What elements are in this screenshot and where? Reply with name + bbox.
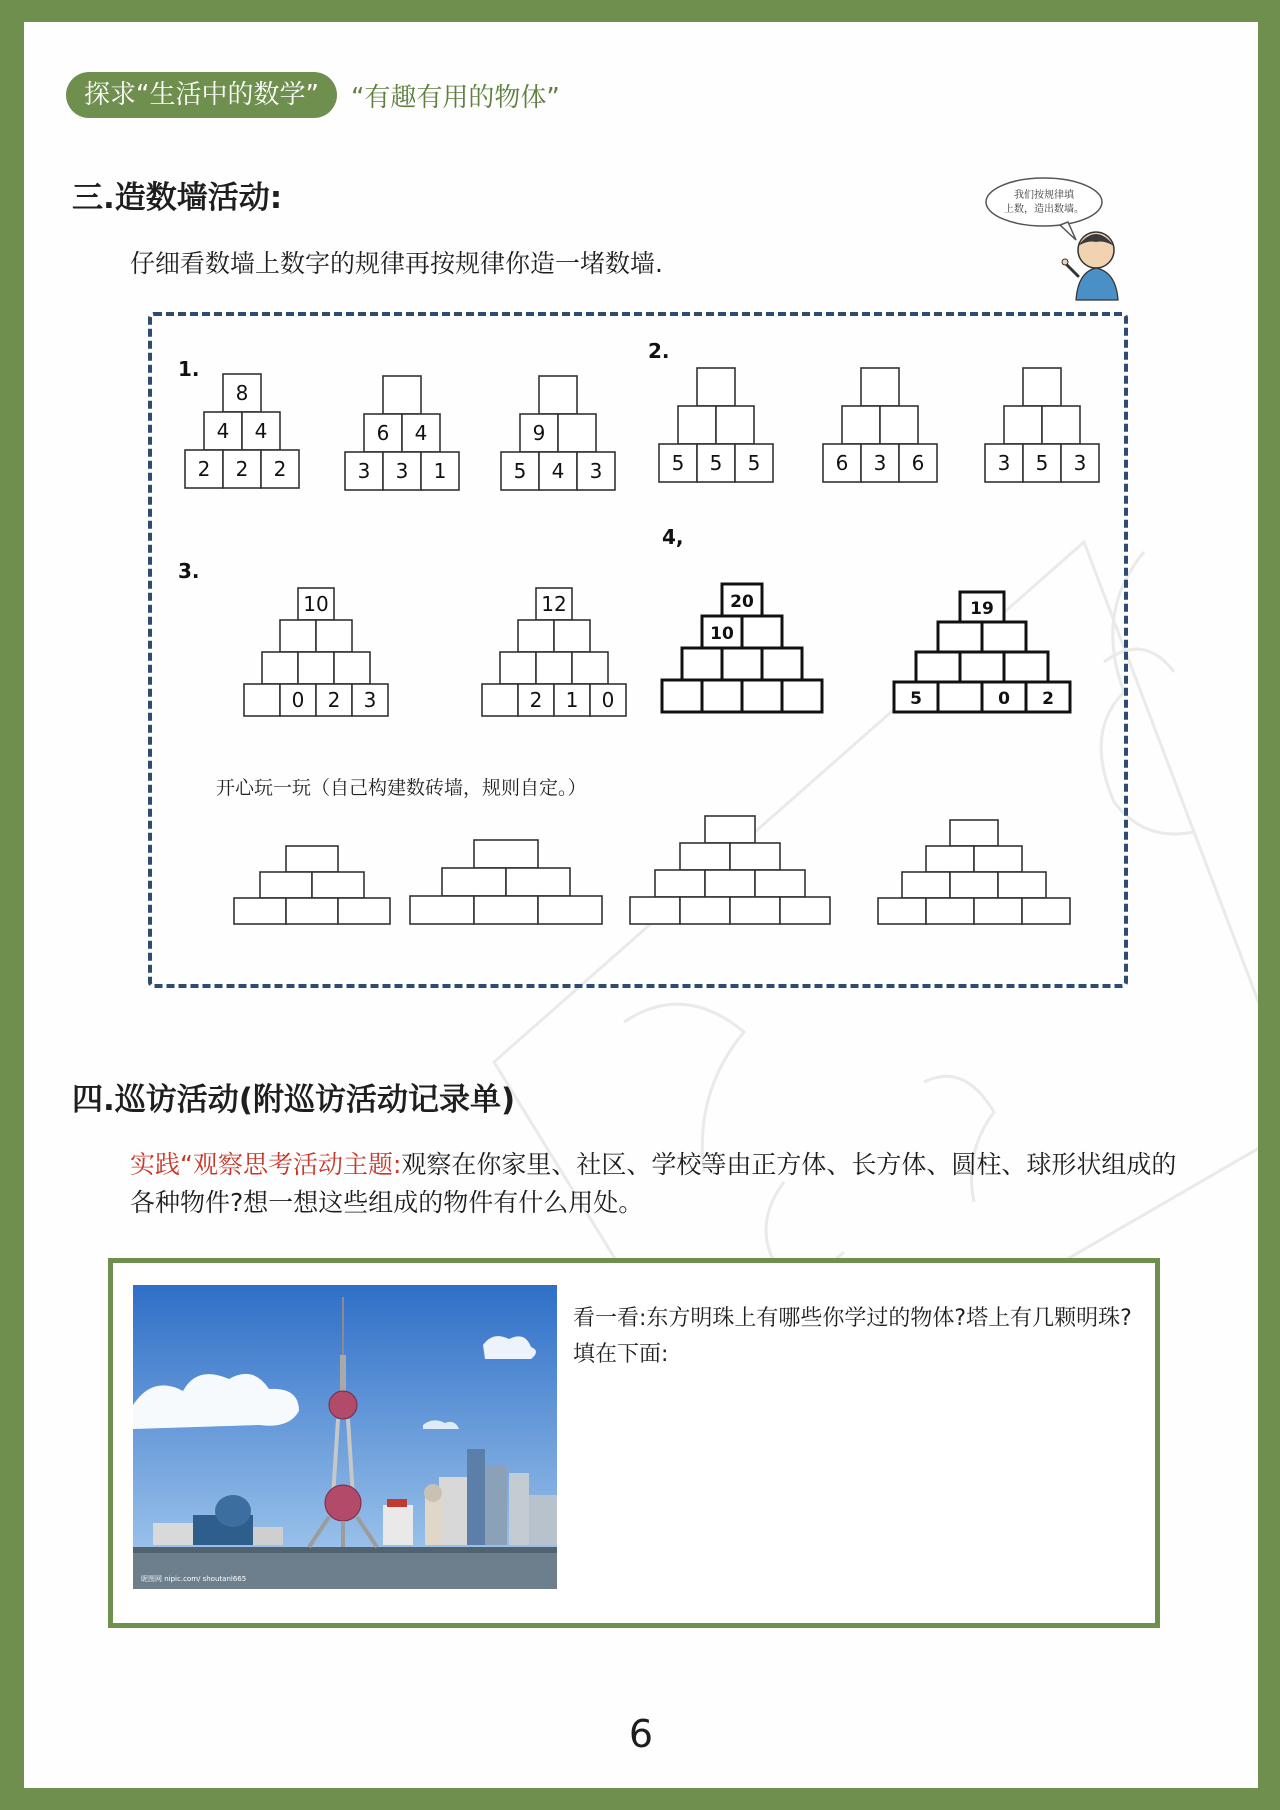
- wall-brick: [338, 898, 390, 924]
- wall-brick: [682, 648, 722, 680]
- brick-number: 3: [357, 459, 371, 483]
- wall-brick: [755, 870, 805, 897]
- brick-number: 3: [589, 459, 603, 483]
- play-instruction: 开心玩一玩（自己构建数砖墙，规则自定。）: [216, 777, 587, 799]
- section3-intro: 仔细看数墙上数字的规律再按规律你造一堵数墙.: [130, 249, 663, 278]
- wall-brick: [474, 896, 538, 924]
- wall-brick: [722, 648, 762, 680]
- wall-brick: [260, 872, 312, 898]
- number-wall-row2-1: [244, 588, 388, 716]
- speech-line-1: 我们按规律填: [1014, 190, 1074, 201]
- wall-brick: [926, 846, 974, 872]
- blank-wall-4: [878, 820, 1070, 924]
- wall-brick: [662, 680, 702, 712]
- brick-number: 2: [327, 688, 341, 712]
- brick-number: 1: [433, 459, 447, 483]
- blank-wall-3: [630, 816, 830, 924]
- brick-number: 9: [532, 421, 546, 445]
- brick-number: 6: [835, 451, 849, 475]
- wall-brick: [482, 684, 518, 716]
- wall-brick: [1023, 368, 1061, 406]
- wall-brick: [312, 872, 364, 898]
- number-wall-row1-6: [985, 368, 1099, 482]
- wall-brick: [410, 896, 474, 924]
- number-wall-row1-3: [501, 376, 615, 490]
- brick-number: 2: [1042, 689, 1054, 709]
- wall-brick: [262, 652, 298, 684]
- exercise-label: 4,: [662, 525, 684, 549]
- brick-number: 5: [671, 451, 685, 475]
- photo-watermark: 昵图网 nipic.com/ shoutanl665: [141, 1575, 247, 1583]
- wall-brick: [878, 898, 926, 924]
- wall-brick: [442, 868, 506, 896]
- brick-number: 5: [513, 459, 527, 483]
- brick-number: 4: [551, 459, 565, 483]
- brick-number: 4: [254, 419, 268, 443]
- number-wall-worksheet: [148, 312, 1128, 988]
- wall-brick: [383, 376, 421, 414]
- wall-brick: [861, 368, 899, 406]
- brick-number: 5: [1035, 451, 1049, 475]
- wall-brick: [950, 820, 998, 846]
- brick-number: 2: [273, 457, 287, 481]
- wall-brick: [742, 680, 782, 712]
- number-wall-row2-4: [894, 592, 1070, 712]
- blank-wall-1: [234, 846, 390, 924]
- wall-brick: [705, 870, 755, 897]
- exercise-label: 3.: [178, 559, 200, 583]
- wall-brick: [1042, 406, 1080, 444]
- wall-brick: [506, 868, 570, 896]
- brick-number: 3: [1073, 451, 1087, 475]
- wall-brick: [316, 620, 352, 652]
- wall-brick: [730, 897, 780, 924]
- brick-number: 2: [235, 457, 249, 481]
- oriental-pearl-tower-photo: [133, 1285, 557, 1589]
- wall-brick: [1022, 898, 1070, 924]
- brick-number: 3: [395, 459, 409, 483]
- wall-brick: [926, 898, 974, 924]
- brick-number: 2: [197, 457, 211, 481]
- wall-brick: [880, 406, 918, 444]
- brick-number: 12: [541, 592, 567, 616]
- wall-brick: [286, 898, 338, 924]
- number-wall-row1-1: [185, 374, 299, 488]
- wall-brick: [742, 616, 782, 648]
- speech-line-2: 上数，造出数墙。: [1004, 204, 1084, 215]
- exercise-label: 2.: [648, 339, 670, 363]
- number-wall-row1-5: [823, 368, 937, 482]
- wall-brick: [780, 897, 830, 924]
- wall-brick: [974, 898, 1022, 924]
- wall-brick: [762, 648, 802, 680]
- brick-number: 5: [910, 689, 922, 709]
- wall-brick: [950, 872, 998, 898]
- wall-brick: [334, 652, 370, 684]
- brick-number: 8: [235, 381, 249, 405]
- wall-brick: [554, 620, 590, 652]
- brick-number: 4: [216, 419, 230, 443]
- wall-brick: [678, 406, 716, 444]
- wall-brick: [998, 872, 1046, 898]
- number-wall-row1-2: [345, 376, 459, 490]
- brick-number: 3: [997, 451, 1011, 475]
- brick-number: 19: [970, 599, 994, 619]
- wall-brick: [680, 843, 730, 870]
- brick-number: 4: [414, 421, 428, 445]
- wall-brick: [697, 368, 735, 406]
- observation-card: [108, 1258, 1160, 1628]
- wall-brick: [500, 652, 536, 684]
- brick-number: 3: [873, 451, 887, 475]
- header-pill: 探求“生活中的数学”: [66, 72, 337, 118]
- brick-number: 0: [601, 688, 615, 712]
- wall-brick: [842, 406, 880, 444]
- brick-number: 10: [710, 624, 734, 644]
- wall-brick: [655, 870, 705, 897]
- wall-brick: [518, 620, 554, 652]
- brick-number: 10: [303, 592, 329, 616]
- brick-number: 0: [998, 689, 1010, 709]
- section3-heading: 三.造数墙活动:: [72, 180, 283, 216]
- header-subtitle: “有趣有用的物体”: [350, 82, 560, 113]
- page-number: 6: [628, 1712, 654, 1756]
- wall-brick: [916, 652, 960, 682]
- wall-brick: [630, 897, 680, 924]
- brick-number: 20: [730, 592, 754, 612]
- wall-brick: [298, 652, 334, 684]
- wall-brick: [705, 816, 755, 843]
- brick-number: 2: [529, 688, 543, 712]
- wall-brick: [280, 620, 316, 652]
- wall-brick: [702, 680, 742, 712]
- practice-theme-text: 观察在你家里、社区、学校等由正方体、长方体、圆柱、球形状组成的各种物件?想一想这些组成的物件有什么用处。: [130, 1150, 1177, 1217]
- wall-brick: [234, 898, 286, 924]
- section4-practice-text: [130, 1146, 1190, 1222]
- wall-brick: [558, 414, 596, 452]
- brick-number: 3: [363, 688, 377, 712]
- observation-prompt: 看一看:东方明珠上有哪些你学过的物体?塔上有几颗明珠? 填在下面:: [573, 1306, 1132, 1367]
- number-wall-row2-3: [662, 584, 822, 712]
- number-wall-row1-4: [659, 368, 773, 482]
- section4-heading: 四.巡访活动(附巡访活动记录单): [72, 1082, 516, 1118]
- wall-brick: [1004, 406, 1042, 444]
- boy-cartoon-illustration: [968, 172, 1148, 302]
- brick-number: 5: [709, 451, 723, 475]
- wall-brick: [960, 652, 1004, 682]
- wall-brick: [938, 682, 982, 712]
- number-wall-diagram: [152, 316, 1124, 984]
- exercise-label: 1.: [178, 357, 200, 381]
- wall-brick: [538, 896, 602, 924]
- wall-brick: [572, 652, 608, 684]
- header-banner: [66, 72, 560, 118]
- wall-brick: [730, 843, 780, 870]
- wall-brick: [716, 406, 754, 444]
- wall-brick: [1004, 652, 1048, 682]
- wall-brick: [536, 652, 572, 684]
- page: [24, 22, 1258, 1788]
- number-wall-row2-2: [482, 588, 626, 716]
- wall-brick: [974, 846, 1022, 872]
- brick-number: 1: [565, 688, 579, 712]
- brick-number: 6: [376, 421, 390, 445]
- wall-brick: [982, 622, 1026, 652]
- brick-number: 6: [911, 451, 925, 475]
- brick-number: 0: [291, 688, 305, 712]
- wall-brick: [902, 872, 950, 898]
- wall-brick: [244, 684, 280, 716]
- wall-brick: [286, 846, 338, 872]
- wall-brick: [680, 897, 730, 924]
- wall-brick: [474, 840, 538, 868]
- brick-number: 5: [747, 451, 761, 475]
- wall-brick: [938, 622, 982, 652]
- blank-wall-2: [410, 840, 602, 924]
- wall-brick: [782, 680, 822, 712]
- wall-brick: [539, 376, 577, 414]
- practice-theme-label: 实践“观察思考活动主题:: [130, 1150, 402, 1179]
